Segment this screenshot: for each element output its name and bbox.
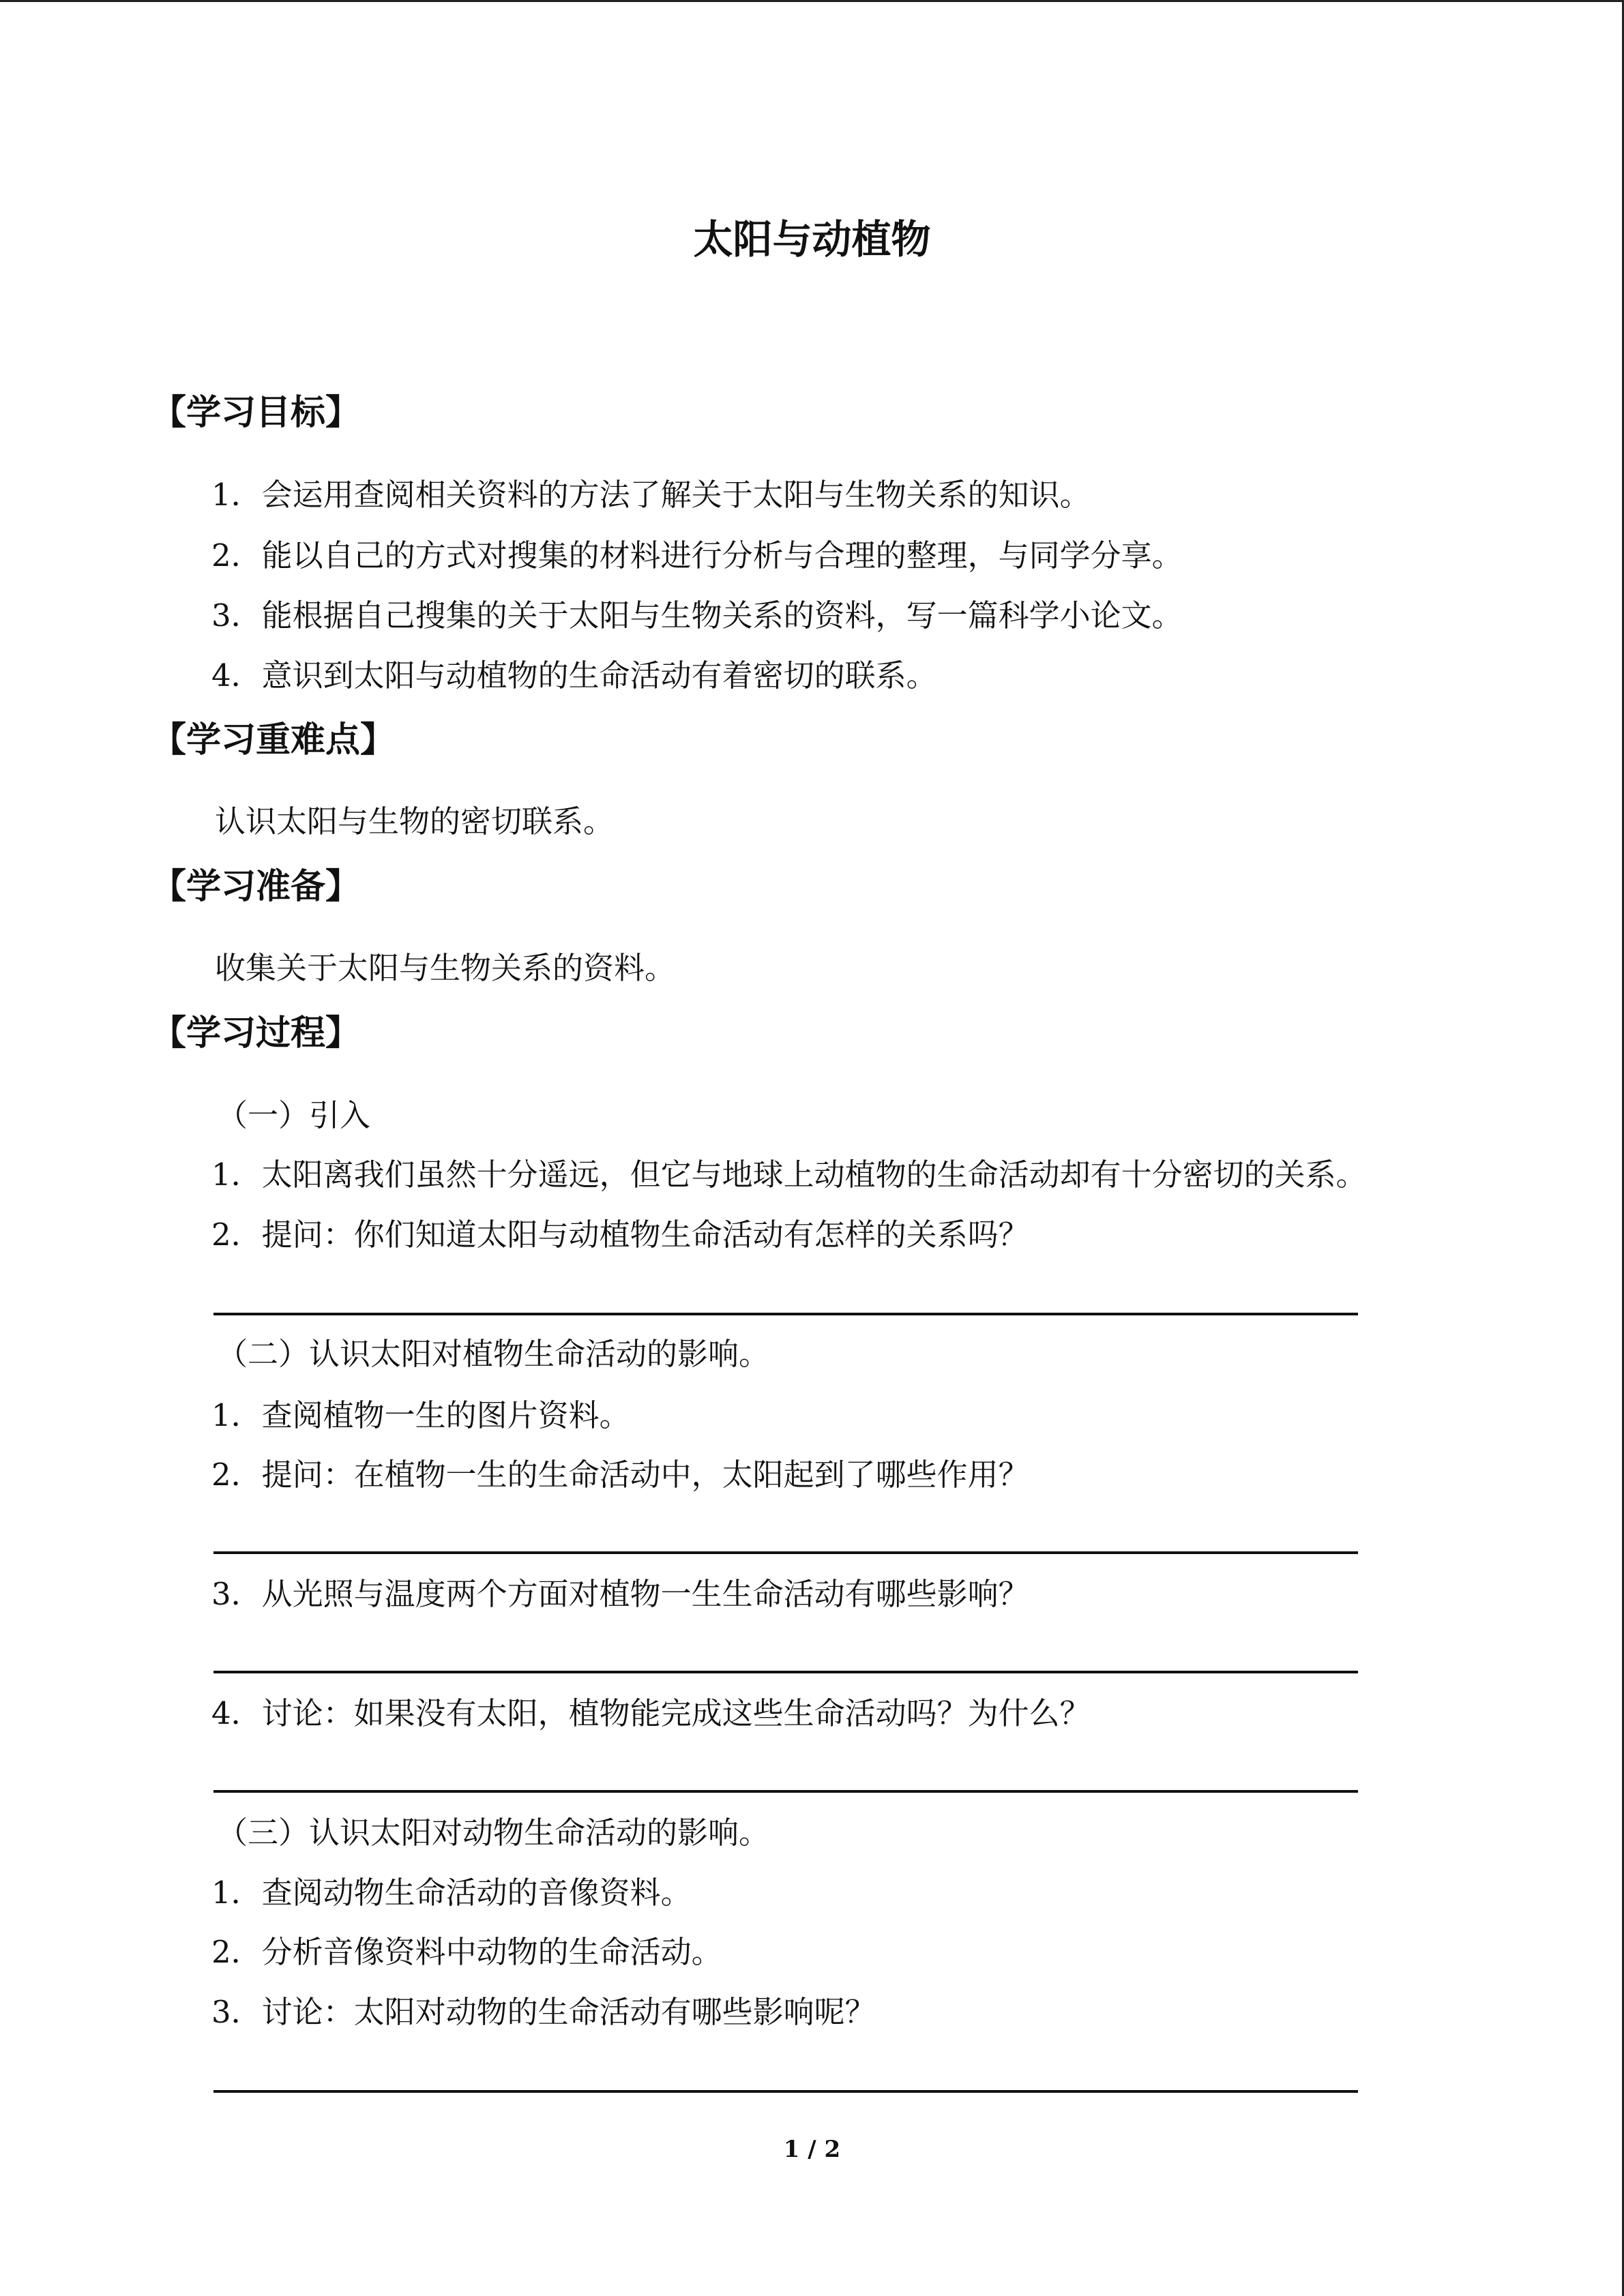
answer-line	[213, 2090, 1358, 2093]
goal-item-4: 4．意识到太阳与动植物的生命活动有着密切的联系。	[211, 657, 937, 694]
goal-item-3: 3．能根据自己搜集的关于太阳与生物关系的资料，写一篇科学小论文。	[211, 597, 1183, 633]
part1-item-1: 1．太阳离我们虽然十分遥远，但它与地球上动植物的生命活动却有十分密切的关系。	[211, 1157, 1367, 1193]
part3-item-2: 2．分析音像资料中动物的生命活动。	[211, 1934, 722, 1970]
page-border-top	[0, 0, 1624, 2]
answer-line	[213, 1313, 1358, 1315]
part2-item-1: 1．查阅植物一生的图片资料。	[211, 1397, 630, 1433]
process-heading: 【学习过程】	[151, 1013, 361, 1054]
answer-line	[213, 1671, 1358, 1673]
answer-line	[213, 1551, 1358, 1554]
preparation-heading: 【学习准备】	[151, 867, 361, 907]
page-number: 1 / 2	[783, 2136, 841, 2163]
goal-item-1: 1．会运用查阅相关资料的方法了解关于太阳与生物关系的知识。	[211, 477, 1091, 513]
part2-item-2: 2．提问：在植物一生的生命活动中，太阳起到了哪些作用？	[211, 1457, 1029, 1493]
part3-item-3: 3．讨论：太阳对动物的生命活动有哪些影响呢？	[211, 1994, 876, 2030]
goal-item-2: 2．能以自己的方式对搜集的材料进行分析与合理的整理，与同学分享。	[211, 537, 1183, 573]
part2-item-4: 4．讨论：如果没有太阳，植物能完成这些生命活动吗？为什么？	[211, 1695, 1091, 1731]
part3-item-1: 1．查阅动物生命活动的音像资料。	[211, 1875, 692, 1911]
part2-item-3: 3．从光照与温度两个方面对植物一生生命活动有哪些影响？	[211, 1576, 1029, 1612]
part2-title: （二）认识太阳对植物生命活动的影响。	[217, 1336, 770, 1372]
part1-item-2: 2．提问：你们知道太阳与动植物生命活动有怎样的关系吗？	[211, 1217, 1029, 1253]
goals-heading: 【学习目标】	[151, 393, 361, 433]
part1-title: （一）引入	[217, 1097, 371, 1133]
part3-title: （三）认识太阳对动物生命活动的影响。	[217, 1815, 770, 1851]
answer-line	[213, 1790, 1358, 1793]
document-title: 太阳与动植物	[693, 216, 931, 263]
key-points-text: 认识太阳与生物的密切联系。	[215, 803, 615, 839]
key-points-heading: 【学习重难点】	[151, 720, 396, 760]
preparation-text: 收集关于太阳与生物关系的资料。	[215, 950, 676, 986]
